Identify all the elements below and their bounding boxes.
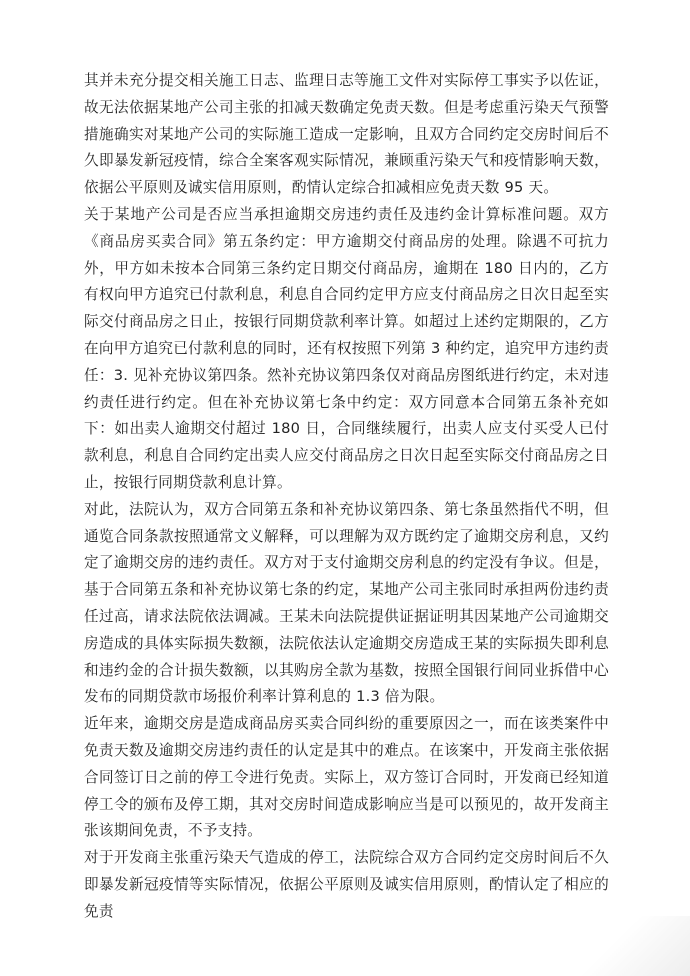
article-body bbox=[84, 68, 609, 926]
paragraph-5: 对于开发商主张重污染天气造成的停工，法院综合双方合同约定交房时间后不久即暴发新冠疫情等实际情况，依据公平原则及诚实信用原则，酌情认定了相应的免责 bbox=[84, 849, 609, 920]
paragraph-3: 对此，法院认为，双方合同第五条和补充协议第四条、第七条虽然指代不明，但通览合同条款按照通常文义解释，可以理解为双方既约定了逾期交房利息，又约定了逾期交房的违约责任。双方对于支付逾期交房利息的约定没有争议。但是，基于合同第五条和补充协议第七条的约定，某地产公司主张同时承担两份违约责任过高，请求法院依法调减。王某未向法院提供证据证明其因某地产公司逾期交房造成的具体实际损失数额，法院依法认定逾期交房造成王某的实际损失即利息和违约金的合计损失数额，以其购房全款为基数，按照全国银行间同业拆借中心发布的同期贷款市场报价利率计算利息的 1.3 倍为限。 bbox=[84, 500, 609, 706]
page-corner-shadow bbox=[550, 916, 690, 976]
paragraph-4: 近年来，逾期交房是造成商品房买卖合同纠纷的重要原因之一，而在该类案件中免责天数及逾期交房违约责任的认定是其中的难点。在该案中，开发商主张依据合同签订日之前的停工令进行免责。实际上，双方签订合同时，开发商已经知道停工令的颁布及停工期，其对交房时间造成影响应当是可以预见的，故开发商主张该期间免责，不予支持。 bbox=[84, 715, 609, 840]
paragraph-2: 关于某地产公司是否应当承担逾期交房违约责任及违约金计算标准问题。双方《商品房买卖合同》第五条约定：甲方逾期交付商品房的处理。除遇不可抗力外，甲方如未按本合同第三条约定日期交付商品房，逾期在 180 日内的，乙方有权向甲方追究已付款利息，利息自合同约定甲方应支付商品房之日次日起至实际交付商品房之日止，按银行同期贷款利率计算。如超过上述约定期限的，乙方在向甲方追究已付款利息的同时，还有权按照下列第 3 种约定，追究甲方违约责任：3. 见补充协议第四条。然补充协议第四条仅对商品房图纸进行约定，未对违约责任进行约定。但在补充协议第七条中约定：双方同意本合同第五条补充如下：如出卖人逾期交付超过 180 日，合同继续履行，出卖人应支付买受人已付款利息，利息自合同约定出卖人应交付商品房之日次日起至实际交付商品房之日止，按银行同期贷款利息计算。 bbox=[84, 205, 609, 491]
paragraph-1: 其并未充分提交相关施工日志、监理日志等施工文件对实际停工事实予以佐证，故无法依据某地产公司主张的扣减天数确定免责天数。但是考虑重污染天气预警措施确实对某地产公司的实际施工造成一定影响，且双方合同约定交房时间后不久即暴发新冠疫情，综合全案客观实际情况，兼顾重污染天气和疫情影响天数，依据公平原则及诚实信用原则，酌情认定综合扣减相应免责天数 95 天。 bbox=[84, 72, 609, 197]
